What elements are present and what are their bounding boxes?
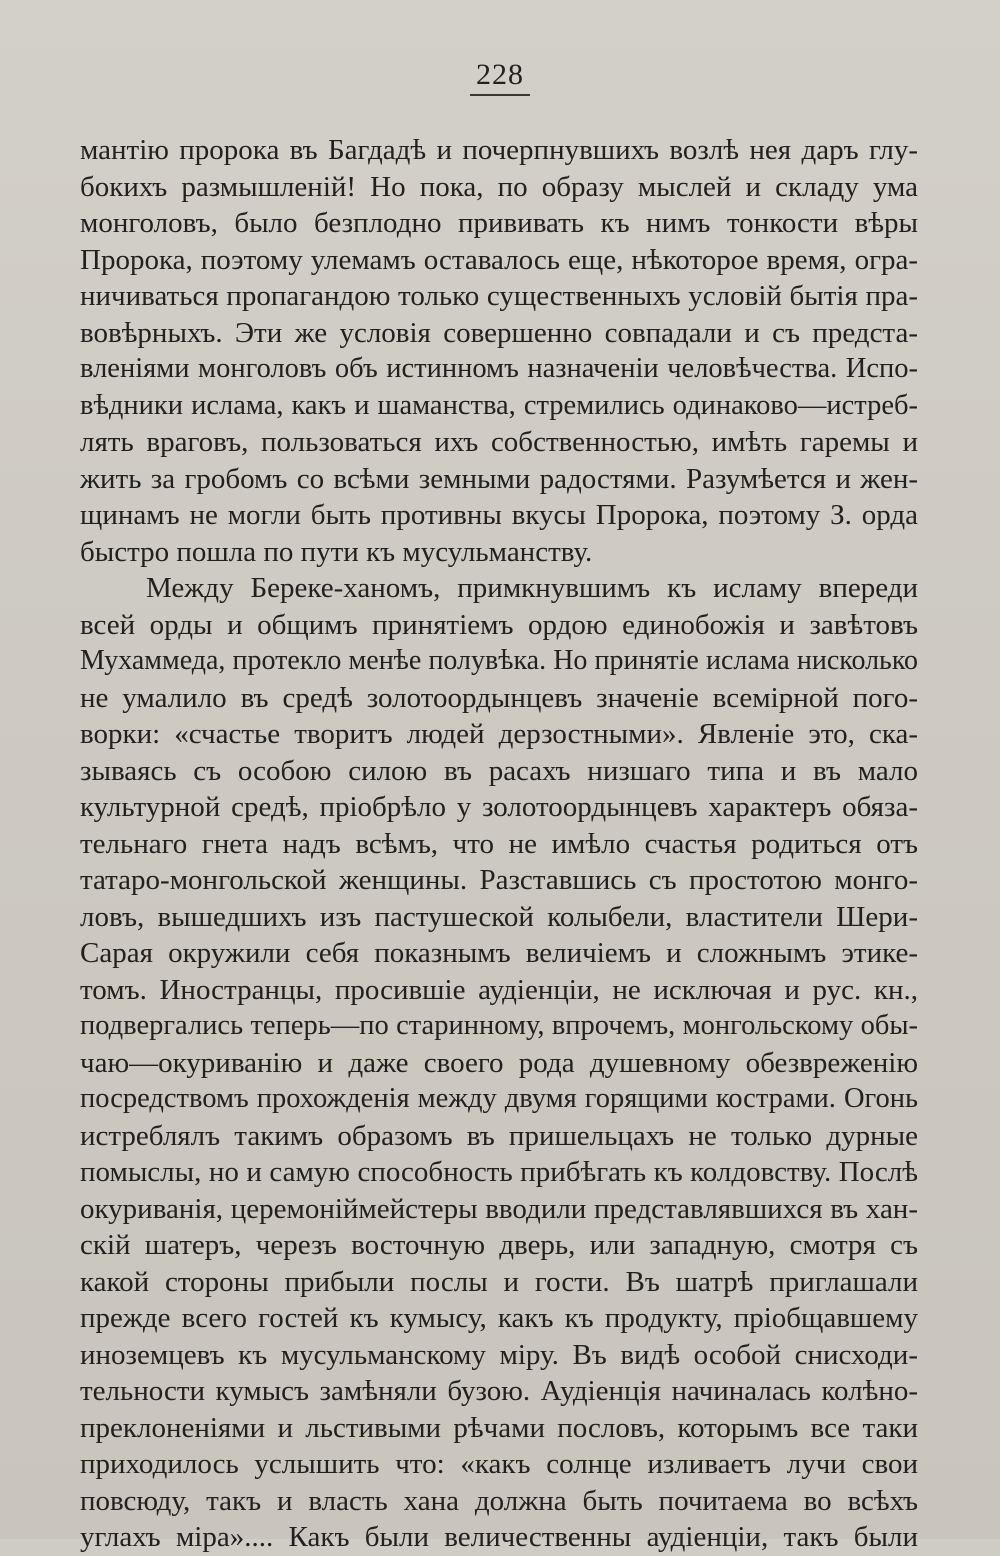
text-line: культурной средѣ, пріобрѣло у золотоордынцевъ характеръ обяза- [80,791,918,823]
text-line: быстро пошла по пути къ мусульманству. [80,535,593,568]
text-line: томъ. Иностранцы, просившіе аудіенціи, не исключая и рус. кн., [80,973,918,1006]
text-line: Сарая окружили себя показнымъ величіемъ и сложнымъ этике- [80,937,918,969]
text-line: мантію пророка въ Багдадѣ и почерпнувшихъ возлѣ нея даръ глу- [80,134,918,166]
page-number [0,58,1000,96]
text-line: вѣдники ислама, какъ и шаманства, стремились одинаково—истреб- [80,389,918,421]
text-line: Между Береке-ханомъ, примкнувшимъ къ исламу впереди [146,572,918,604]
text-line: прежде всего гостей къ кумысу, какъ къ продукту, пріобщавшему [80,1302,918,1334]
text-line: чаю—окуриванію и даже своего рода душевному обезвреженію [80,1046,918,1079]
text-line: повсюду, такъ и власть хана должна быть почитаема во всѣхъ [80,1484,918,1517]
text-line: Мухаммеда, протекло менѣе полувѣка. Но принятіе ислама нисколько [80,645,918,676]
text-line: монголовъ, было безплодно прививать къ нимъ тонкости вѣры [80,207,918,239]
text-line: истреблялъ такимъ образомъ въ пришельцахъ не только дурные [80,1119,918,1152]
text-line: щинамъ не могли быть противны вкусы Пророка, поэтому З. орда [80,499,918,531]
text-line: жить за гробомъ со всѣми земными радостями. Разумѣется и жен- [80,462,918,495]
body-text [80,132,918,1556]
text-line: всей орды и общимъ принятіемъ ордою единобожія и завѣтовъ [80,608,918,641]
text-line: лять враговъ, пользоваться ихъ собственностью, имѣть гаремы и [80,426,918,458]
text-line: окуриванія, церемоніймейстеры вводили представлявшихся въ хан- [80,1192,918,1225]
text-line: преклоненіями и льстивыми рѣчами пословъ, которымъ все таки [80,1411,918,1444]
text-line: зываясь съ особою силою въ расахъ низшаго типа и въ мало [80,754,918,787]
text-line: не умалило въ средѣ золотоордынцевъ значеніе всемірной пого- [80,681,918,714]
text-line: вовѣрныхъ. Эти же условія совершенно совпадали и съ предста- [80,316,918,349]
text-line: какой стороны прибыли послы и гости. Въ шатрѣ приглашали [80,1265,918,1298]
text-line: Пророка, поэтому улемамъ оставалось еще, нѣкоторое время, огра- [80,243,918,276]
text-line: подвергались теперь—по старинному, впрочемъ, монгольскому обы- [80,1010,918,1041]
text-line: татаро-монгольской женщины. Разставшись съ простотою монго- [80,864,918,896]
text-line: помыслы, но и самую способность прибѣгать къ колдовству. Послѣ [80,1156,918,1188]
text-line: бокихъ размышленій! Но пока, по образу мыслей и складу ума [80,170,918,203]
text-line: иноземцевъ къ мусульманскому міру. Въ видѣ особой снисходи- [80,1338,918,1371]
text-line: ворки: «счастье творитъ людей дерзостными». Явленіе это, ска- [80,718,918,750]
text-line: углахъ міра».... Какъ были величественны аудіенціи, такъ были [80,1521,918,1553]
text-line: тельности кумысъ замѣняли бузою. Аудіенція начиналась колѣно- [80,1375,918,1407]
text-line: тельнаго гнета надъ всѣмъ, что не имѣло счастья родиться отъ [80,827,918,860]
page-number-text: 228 [470,58,530,96]
text-line: посредствомъ прохожденія между двумя горящими кострами. Огонь [80,1083,918,1114]
text-line: приходилось услышить что: «какъ солнце изливаетъ лучи свои [80,1448,918,1480]
text-line: скій шатеръ, черезъ восточную дверь, или западную, смотря съ [80,1229,918,1261]
text-line: ловъ, вышедшихъ изъ пастушеской колыбели, властители Шери- [80,900,918,933]
text-line: ничиваться пропагандою только существенныхъ условій бытія пра- [80,280,918,312]
text-line: вленіями монголовъ объ истинномъ назначеніи человѣчества. Испо- [80,353,918,384]
